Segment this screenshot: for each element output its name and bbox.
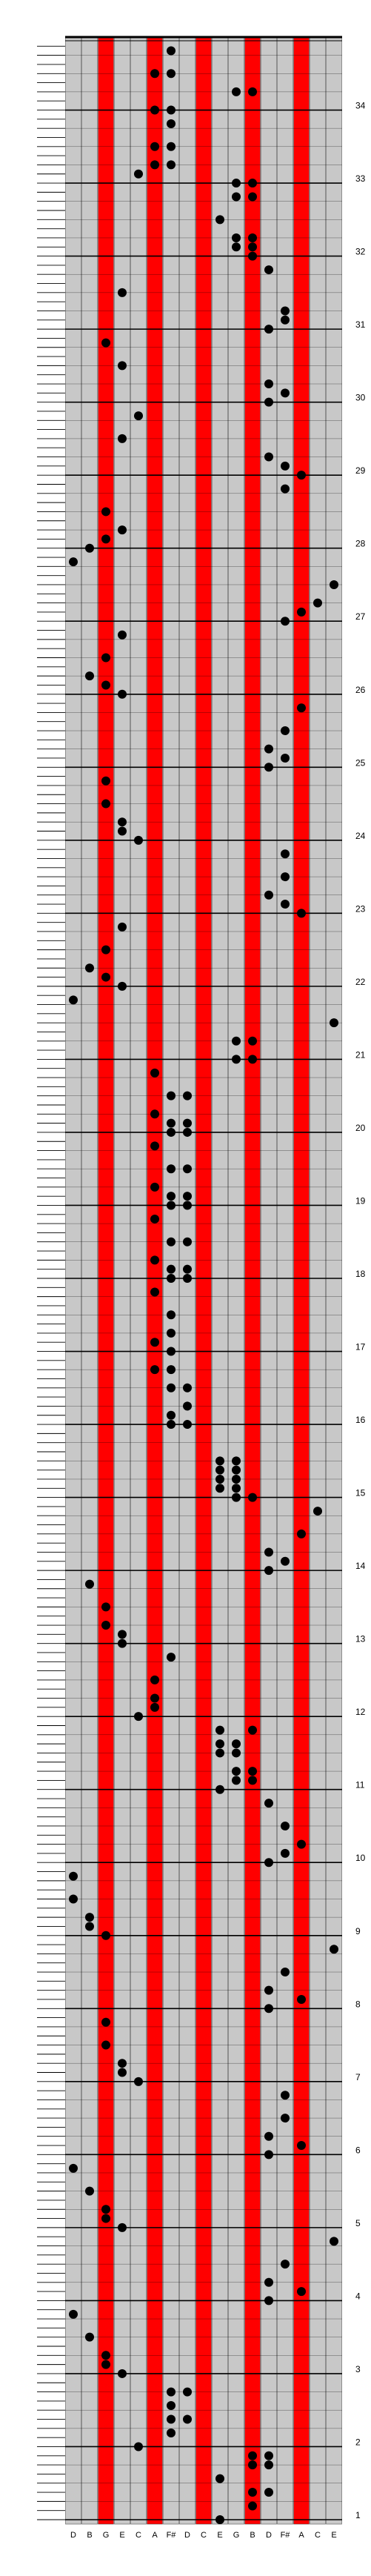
note-dot [215, 1739, 224, 1748]
note-dot [297, 1530, 306, 1538]
note-dot [118, 361, 127, 370]
note-dot [330, 580, 338, 589]
tine-label: B [250, 2531, 255, 2540]
note-dot [248, 1726, 257, 1735]
note-dot [281, 388, 290, 397]
note-dot [167, 1347, 176, 1356]
note-dot [281, 485, 290, 494]
measure-number: 21 [355, 1049, 366, 1060]
note-dot [248, 242, 257, 251]
measure-number: 29 [355, 465, 366, 477]
note-dot [101, 680, 110, 689]
note-dot [150, 1694, 159, 1703]
note-dot [118, 923, 127, 932]
note-dot [85, 2187, 94, 2196]
note-dot [264, 2004, 273, 2013]
note-dot [85, 2333, 94, 2342]
note-dot [215, 1748, 224, 1757]
tine-6 [147, 37, 163, 2524]
note-dot [167, 119, 176, 128]
tine-4 [115, 37, 130, 2524]
note-dot [248, 233, 257, 242]
note-dot [150, 1109, 159, 1118]
note-dot [232, 1475, 241, 1484]
measure-number: 20 [355, 1122, 366, 1133]
note-dot [167, 1128, 176, 1137]
tine-14 [278, 37, 293, 2524]
note-dot [248, 1767, 257, 1776]
note-dot [167, 69, 176, 78]
note-dot [134, 2442, 143, 2451]
note-dot [215, 2515, 224, 2524]
note-dot [167, 1329, 176, 1338]
note-dot [297, 2141, 306, 2150]
note-dot [167, 1238, 176, 1246]
measure-number: 11 [355, 1779, 365, 1790]
note-dot [264, 265, 273, 274]
tine-3 [98, 37, 114, 2524]
note-dot [281, 2114, 290, 2122]
note-dot [167, 1164, 176, 1173]
note-dot [183, 1420, 192, 1429]
note-dot [248, 179, 257, 187]
measure-number: 17 [355, 1341, 366, 1352]
note-dot [232, 1037, 241, 1046]
note-dot [248, 1776, 257, 1785]
note-dot [248, 87, 257, 96]
note-dot [69, 995, 78, 1004]
note-dot [167, 1092, 176, 1101]
tine-label: B [87, 2531, 93, 2540]
note-dot [281, 1557, 290, 1566]
note-dot [281, 1822, 290, 1830]
note-dot [232, 1739, 241, 1748]
note-dot [215, 1785, 224, 1794]
note-dot [264, 763, 273, 771]
tine-2 [82, 37, 98, 2524]
tine-9 [196, 37, 212, 2524]
note-dot [118, 1639, 127, 1648]
note-dot [313, 599, 322, 608]
note-dot [118, 631, 127, 640]
note-dot [167, 160, 176, 169]
note-dot [330, 1945, 338, 1953]
note-dot [313, 1507, 322, 1516]
note-dot [134, 1712, 143, 1721]
note-dot [264, 2460, 273, 2469]
tine-label: D [266, 2531, 272, 2540]
note-dot [281, 1968, 290, 1976]
measure-number: 14 [355, 1561, 366, 1572]
measure-number: 22 [355, 976, 366, 987]
note-dot [232, 1493, 241, 1502]
note-dot [118, 2059, 127, 2068]
note-dot [167, 1119, 176, 1128]
tine-label: A [152, 2531, 158, 2540]
note-dot [150, 1676, 159, 1684]
note-dot [264, 1858, 273, 1867]
note-dot [232, 1748, 241, 1757]
note-dot [101, 654, 110, 663]
measure-number: 19 [355, 1195, 366, 1206]
note-dot [167, 2429, 176, 2437]
measure-number: 2 [355, 2437, 361, 2448]
note-dot [215, 2474, 224, 2483]
note-dot [281, 2091, 290, 2099]
note-dot [232, 1055, 241, 1063]
note-dot [101, 507, 110, 516]
note-dot [101, 1931, 110, 1940]
measure-number: 32 [355, 246, 366, 257]
measure-number: 7 [355, 2071, 361, 2082]
note-dot [150, 1069, 159, 1078]
measure-number: 15 [355, 1487, 366, 1498]
note-dot [281, 316, 290, 325]
measure-number: 9 [355, 1925, 361, 1936]
note-dot [69, 2310, 78, 2319]
measure-number: 5 [355, 2217, 361, 2228]
note-dot [150, 160, 159, 169]
note-dot [183, 2415, 192, 2424]
note-dot [167, 1310, 176, 1319]
note-dot [264, 1986, 273, 1995]
tine-5 [131, 37, 147, 2524]
note-dot [183, 1274, 192, 1283]
note-dot [150, 1255, 159, 1264]
note-dot [232, 179, 241, 187]
tine-17 [327, 37, 342, 2524]
note-dot [118, 827, 127, 836]
note-dot [215, 215, 224, 224]
measure-number: 1 [355, 2510, 361, 2520]
note-dot [134, 170, 143, 179]
tine-12 [245, 37, 261, 2524]
note-dot [281, 872, 290, 881]
note-dot [297, 608, 306, 617]
note-dot [297, 471, 306, 479]
note-dot [281, 849, 290, 858]
note-dot [101, 973, 110, 982]
note-dot [101, 2360, 110, 2369]
tine-1 [66, 37, 81, 2524]
note-dot [264, 325, 273, 333]
tine-label: C [315, 2531, 321, 2540]
note-dot [150, 1141, 159, 1150]
note-dot [167, 142, 176, 151]
note-dot [232, 242, 241, 251]
note-dot [248, 2460, 257, 2469]
note-dot [297, 1995, 306, 2004]
measure-number: 30 [355, 392, 366, 403]
measure-number: 34 [355, 100, 366, 111]
note-dot [215, 1466, 224, 1475]
note-dot [264, 379, 273, 388]
note-dot [101, 2041, 110, 2050]
note-dot [118, 817, 127, 826]
tine-label: C [136, 2531, 141, 2540]
note-dot [232, 233, 241, 242]
note-dot [264, 891, 273, 900]
note-dot [167, 1411, 176, 1420]
note-dot [281, 1849, 290, 1858]
note-dot [215, 1475, 224, 1484]
note-dot [232, 1484, 241, 1493]
note-dot [297, 703, 306, 712]
measure-number: 23 [355, 903, 366, 914]
note-dot [118, 525, 127, 534]
note-dot [264, 2488, 273, 2497]
tine-label: D [184, 2531, 190, 2540]
note-dot [281, 306, 290, 315]
note-dot [232, 1466, 241, 1475]
note-dot [150, 1365, 159, 1374]
note-dot [69, 557, 78, 566]
note-dot [85, 1922, 94, 1931]
note-dot [264, 2132, 273, 2141]
measure-number: 27 [355, 611, 366, 623]
measure-number: 4 [355, 2291, 361, 2302]
tine-label: G [233, 2531, 240, 2540]
note-dot [101, 534, 110, 543]
note-dot [248, 2451, 257, 2460]
note-dot [167, 1365, 176, 1374]
note-dot [85, 963, 94, 972]
note-dot [264, 453, 273, 462]
note-dot [101, 1621, 110, 1630]
note-dot [167, 1192, 176, 1201]
note-dot [264, 1566, 273, 1575]
note-dot [85, 1913, 94, 1922]
measure-number: 8 [355, 1999, 361, 2010]
note-dot [150, 1183, 159, 1192]
tine-label: E [217, 2531, 223, 2540]
measure-number: 26 [355, 684, 366, 695]
note-dot [281, 900, 290, 909]
note-dot [248, 2488, 257, 2497]
note-dot [167, 106, 176, 115]
note-dot [183, 1265, 192, 1274]
note-dot [232, 1776, 241, 1785]
note-dot [330, 1018, 338, 1027]
note-dot [134, 836, 143, 845]
note-dot [85, 544, 94, 553]
note-dot [101, 800, 110, 809]
measure-number: 24 [355, 830, 366, 841]
note-dot [281, 462, 290, 471]
tine-label: F# [280, 2531, 290, 2540]
note-dot [118, 288, 127, 297]
measure-number: 3 [355, 2363, 361, 2374]
note-dot [101, 2018, 110, 2027]
note-dot [85, 1580, 94, 1589]
note-dot [150, 1287, 159, 1296]
note-dot [183, 1119, 192, 1128]
note-dot [264, 2451, 273, 2460]
note-dot [150, 1703, 159, 1712]
note-dot [183, 1092, 192, 1101]
note-dot [69, 1872, 78, 1881]
measure-number: 6 [355, 2145, 361, 2156]
note-dot [264, 2296, 273, 2305]
note-dot [183, 1401, 192, 1410]
measure-number: 13 [355, 1633, 366, 1644]
note-dot [248, 2502, 257, 2511]
note-dot [248, 1037, 257, 1046]
note-dot [183, 1201, 192, 1209]
note-dot [150, 1215, 159, 1224]
note-dot [183, 2388, 192, 2397]
note-dot [248, 1055, 257, 1063]
note-dot [232, 193, 241, 202]
measure-number: 28 [355, 538, 366, 549]
note-dot [150, 142, 159, 151]
note-dot [101, 2214, 110, 2223]
note-dot [232, 1456, 241, 1465]
tine-label: D [70, 2531, 76, 2540]
tine-15 [294, 37, 310, 2524]
note-dot [69, 2164, 78, 2173]
measure-number: 33 [355, 173, 366, 185]
note-dot [69, 1895, 78, 1904]
note-dot [167, 2415, 176, 2424]
measure-number: 31 [355, 319, 366, 331]
note-dot [248, 252, 257, 261]
note-dot [118, 982, 127, 991]
note-dot [167, 1384, 176, 1392]
note-dot [101, 946, 110, 955]
note-dot [264, 398, 273, 407]
tine-16 [310, 37, 326, 2524]
note-dot [150, 69, 159, 78]
tine-label: F# [166, 2531, 176, 2540]
note-dot [167, 1201, 176, 1209]
tine-label: A [298, 2531, 304, 2540]
note-dot [215, 1456, 224, 1465]
note-dot [264, 2278, 273, 2287]
measure-number: 25 [355, 757, 366, 769]
note-dot [167, 2401, 176, 2410]
note-dot [101, 2351, 110, 2360]
tine-label: E [119, 2531, 125, 2540]
note-dot [232, 87, 241, 96]
measure-number: 12 [355, 1707, 366, 1718]
note-dot [167, 2388, 176, 2397]
note-dot [183, 1192, 192, 1201]
tine-label: C [201, 2531, 207, 2540]
note-dot [101, 2205, 110, 2214]
note-dot [264, 2150, 273, 2159]
note-dot [215, 1484, 224, 1493]
note-dot [134, 411, 143, 420]
note-dot [264, 745, 273, 754]
note-dot [215, 1726, 224, 1735]
note-dot [297, 909, 306, 917]
note-dot [167, 1265, 176, 1274]
note-dot [118, 2068, 127, 2077]
note-dot [118, 690, 127, 699]
note-dot [118, 2369, 127, 2378]
note-dot [183, 1238, 192, 1246]
note-dot [118, 434, 127, 443]
note-dot [118, 1630, 127, 1639]
note-dot [281, 617, 290, 625]
tine-10 [213, 37, 228, 2524]
note-dot [167, 1420, 176, 1429]
note-dot [281, 2260, 290, 2268]
note-dot [183, 1128, 192, 1137]
note-dot [101, 1602, 110, 1611]
note-dot [101, 777, 110, 786]
measure-number: 16 [355, 1415, 366, 1426]
note-dot [134, 2077, 143, 2086]
note-dot [297, 2287, 306, 2296]
note-dot [281, 726, 290, 735]
note-dot [118, 2223, 127, 2232]
note-dot [167, 1274, 176, 1283]
note-dot [264, 1799, 273, 1807]
note-dot [264, 1547, 273, 1556]
note-dot [85, 671, 94, 680]
note-dot [150, 1338, 159, 1347]
measure-number: 10 [355, 1853, 366, 1864]
note-dot [150, 106, 159, 115]
note-dot [167, 46, 176, 55]
tine-11 [229, 37, 244, 2524]
note-dot [232, 1767, 241, 1776]
note-dot [183, 1384, 192, 1392]
tine-label: E [331, 2531, 337, 2540]
note-dot [248, 1493, 257, 1502]
note-dot [183, 1164, 192, 1173]
tine-label: G [102, 2531, 110, 2540]
note-dot [101, 339, 110, 348]
note-dot [281, 754, 290, 763]
note-dot [167, 1653, 176, 1662]
note-dot [297, 1840, 306, 1849]
note-dot [330, 2237, 338, 2245]
measure-number: 18 [355, 1269, 366, 1279]
note-dot [248, 193, 257, 202]
